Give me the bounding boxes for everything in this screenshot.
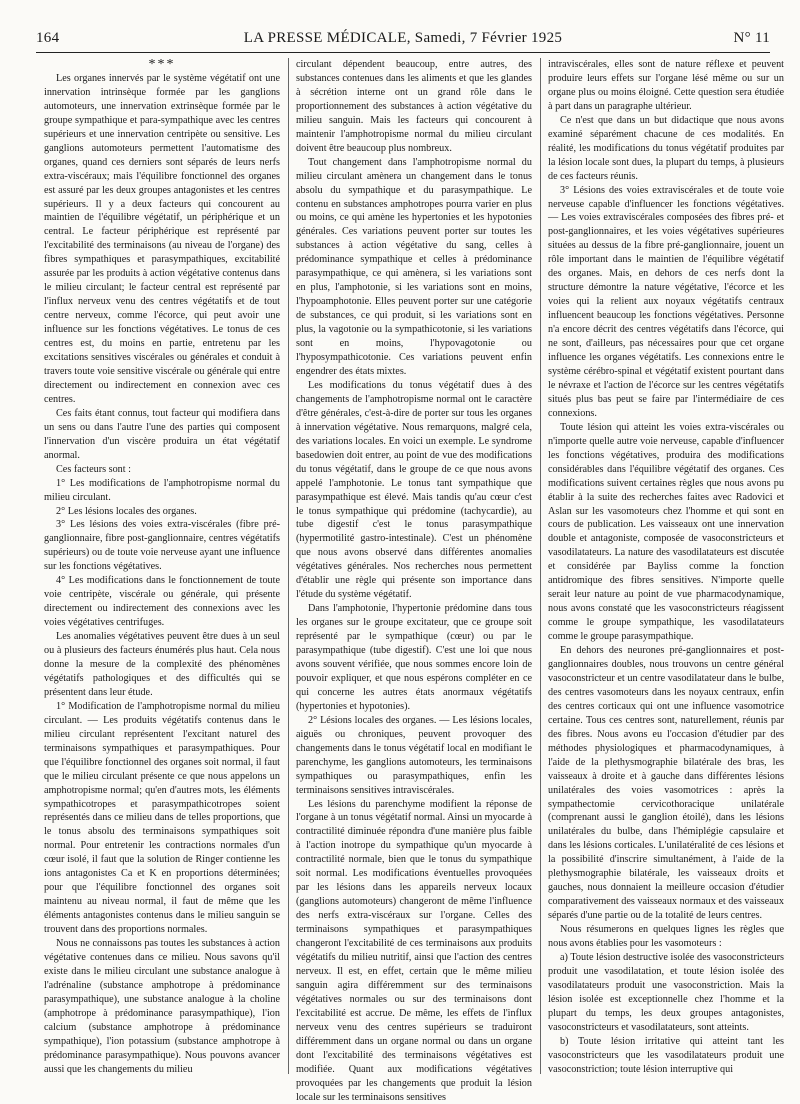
- paragraph: Les anomalies végétatives peuvent être dues à un seul ou à plusieurs des facteurs énumérés plus haut. Cela nous donne la mesure de la complexité des phénomènes végétatifs pathologiques et des difficultés qui se présentent dans leur étude.: [44, 631, 280, 698]
- paragraph: 2° Les lésions locales des organes.: [56, 505, 197, 517]
- paragraph: 2° Lésions locales des organes. — Les lésions locales, aiguës ou chroniques, peuvent provoquer des changements dans le tonus végétatif local en modifiant le parenchyme, les ganglions automoteurs, les terminaisons sympathiques ou parasympathiques, enfin les terminaisons sensitives intraviscérales.: [296, 714, 532, 796]
- paragraph: Dans l'amphotonie, l'hypertonie prédomine dans tous les organes sur le groupe excitateur, que ce groupe soit représenté par le sympathique (cœur) ou par le parasympathique (tube digestif). C'est une loi que nous avons souvent vérifiée, que nous sommes encore loin de pouvoir expliquer, et que nous espérons compléter en ce qui concerne les autres états anormaux végétatifs (hypertonies et hypotonies).: [296, 603, 532, 712]
- paragraph: Nous résumerons en quelques lignes les règles que nous avons établies pour les vasomoteurs :: [548, 924, 784, 950]
- issue-number: N° 11: [733, 30, 770, 46]
- column-1: [44, 58, 280, 1074]
- paragraph: Ces faits étant connus, tout facteur qui modifiera dans un sens ou dans l'autre l'une des parties qui composent l'innervation d'un viscère produira un état végétatif anormal.: [44, 407, 280, 461]
- paragraph: En dehors des neurones pré-ganglionnaires et post-ganglionnaires doubles, nous trouvons un centre général vasoconstricteur et un centre vasodilatateur dans le bulbe, des centres vasomoteurs dans les noyaux centraux, enfin des centres corticaux qui ont une influence vasomotrice certaine. Tous ces centres sont, naturellement, réunis par des fibres. Nous avons eu l'occasion d'étudier par des méthodes physiologiques et pharmacodynamiques, à l'aide de la plethysmographie bilatérale des bras, les vaisseaux à droite et à gauche dans différentes lésions unilatérales des voies vasomotrices : après la sympathectomie cervicothoracique unilatérale (comprenant aussi le ganglion étoilé), dans les lésions unilatérales du bulbe, dans l'hémiplégie capsulaire et dans les lésions corticales. L'unilatéralité de ces lésions et la possibilité d'inscrire simultanément, à l'aide de la plethysmographie bilatérale, les vaisseaux droits et gauches, nous donnaient la meilleure occasion d'étudier comparativement des vaisseaux normaux et des vaisseaux séparés d'une partie ou de la totalité de leurs centres.: [548, 645, 784, 922]
- paragraph: Tout changement dans l'amphotropisme normal du milieu circulant amènera un changement dans le tonus absolu du sympathique et du parasympathique. Le contenu en substances amphotropes pourra varier en plus ou moins, ce qui amène les hypertonies et les hypotonies générales. Ces variations peuvent porter sur toutes les substances à action végétative du sang, celles à prédominance sympathique et celles à prédominance parasympathique, ce qui amènera, si les variations sont en plus, l'amphotonie, si les variations sont en moins, l'hypoamphotonie. Elles peuvent porter sur une catégorie de substances, ce qui produit, si les variations sont en plus, la vagotonie ou la sympathicotonie, si les variations sont en moins, l'hypovagotonie ou l'hyposympathicotonie. Ces variations peuvent enfin engendrer des états mixtes.: [296, 156, 532, 377]
- paragraph: b) Toute lésion irritative qui atteint tant les vasoconstricteurs que les vasodilatateurs produit une vasoconstriction; toute lésion interruptive qui: [548, 1035, 784, 1075]
- paragraph: Les organes innervés par le système végétatif ont une innervation intrinsèque formée par les ganglions automoteurs, une innervation extrinsèque formée par le groupe sympathique et para-sympathique avec les centres supérieurs et une innervation centripète ou sensitive. Les ganglions automoteurs permettent l'automatisme des organes, quand ces derniers sont séparés de leurs nerfs extra-viscéraux; mais l'équilibre fonctionnel des organes est assuré par les deux groupes antagonistes et les centres supérieurs. Il y a deux facteurs qui concourent au maintien de l'équilibre végétatif, un périphérique et un central. Le facteur périphérique est représenté par l'excitabilité des terminaisons (au niveau de l'organe) des fibres sympathiques et parasympathiques, excitabilité assurée par les produits à action végétative contenus dans le milieu circulant; le facteur central est représenté par l'influx nerveux venu des centres végétatifs et de tout centre nerveux, comme l'écorce, qui peut avoir une influence sur les fonctions végétatives. Le tonus de ces centres est, du moins en partie, entretenu par les excitations sensitives viscérales ou générales et conduit à travers toute voie sensitive viscérale ou générale qui entre directement ou indirectement en connexion avec ces centres.: [44, 72, 280, 405]
- paragraph: Toute lésion qui atteint les voies extra-viscérales ou n'importe quelle autre voie nerveuse, capable d'influencer les fonctions végétatives, produira des modifications considérables dans l'équilibre végétatif des organes. Ces modifications suivent certaines règles que nous avons pu établir à la suite des recherches faites avec Radovici et Aslan sur les vasomoteurs chez l'homme et qui sont en cours de publication. Les vaisseaux ont une innervation double et antagoniste, composée de vasoconstricteurs et vasodilatateurs. La nature des vasodilatateurs est discutée et considérée par Bayliss comme la fonction antidromique des fibres sensitives. N'importe quelle serait leur nature au point de vue pharmacodynamique, nous avons constaté que les vasoconstricteurs réagissent comme le groupe sympathique, les vasodilatateurs comme le groupe parasympathique.: [548, 421, 784, 643]
- paragraph: Ce n'est que dans un but didactique que nous avons examiné séparément chacune de ces modalités. En réalité, les modifications du tonus végétatif produites par la lésion locale sont dues, la plupart du temps, à plusieurs de ces facteurs réunis.: [548, 114, 784, 182]
- column-2: [296, 58, 532, 1103]
- paragraph: 3° Lésions des voies extraviscérales et de toute voie nerveuse capable d'influencer les fonctions végétatives. — Les voies extraviscérales composées des fibres pré- et post-ganglionnaires, et les voies végétatives supérieures situées au dessus de la fibre pré-ganglionnaire, jouent un rôle important dans le maintien de l'équilibre végétatif des organes. Mais, en dehors de ces nerfs dont la structure démontre la nature végétative, l'écorce et les voies qui la relient aux noyaux végétatifs centraux influencent beaucoup les fonctions végétatives. Personne n'a encore décrit des centres végétatifs dans l'écorce, qui ne sont, d'ailleurs, pas nécessaires pour que cet organe influence les organes végétatifs. Les connexions entre le système cérébro-spinal et végétatif existent pourtant dans le névraxe et l'action de l'écorce sur les centres végétatifs situés plus bas peut se faire par l'intermédiaire de ces connexions.: [548, 184, 784, 419]
- page-header: [36, 30, 770, 50]
- paragraph: circulant dépendent beaucoup, entre autres, des substances contenues dans les aliments et que les glandes à sécrétion interne ont un grand rôle dans le proportionnement des substances à action végétative du milieu sanguin. Mais les facteurs qui concourent à maintenir l'amphotropisme normal du milieu circulant doivent être beaucoup plus nombreux.: [296, 59, 532, 154]
- paragraph: Nous ne connaissons pas toutes les substances à action végétative contenues dans ce milieu. Nous savons qu'il existe dans le milieu circulant une substance analogue à l'adrénaline (substance amphotrope à prédominance parasympathique), une substance analogue à la choline (amphotrope à prédominance parasympathique), l'ion calcium (substance amphotrope à prédominance sympathique), l'ion potassium (substance amphotrope à prédominance parasympathique). Nous pouvons avancer aussi que les changements du milieu: [44, 938, 280, 1075]
- column-divider-1: [288, 58, 289, 1074]
- paragraph: 4° Les modifications dans le fonctionnement de toute voie centripète, viscérale ou générale, qui présente directement ou indirectement des connexions avec les voies végétatives centrifuges.: [44, 575, 280, 629]
- header-rule: [36, 52, 770, 53]
- paragraph: 3° Les lésions des voies extra-viscérales (fibre pré-ganglionnaire, fibre post-ganglionnaire, centres végétatifs supérieurs) ou de toute voie nerveuse ayant une influence sur les fonctions végétatives.: [44, 519, 280, 573]
- section-stars: ***: [148, 57, 176, 72]
- column-divider-2: [540, 58, 541, 1074]
- paragraph: Les lésions du parenchyme modifient la réponse de l'organe à un tonus végétatif normal. Ainsi un myocarde à contractilité diminuée répondra d'une manière plus faible à l'action inotrope du sympathique qu'un myocarde à contractilité normale, bien que le tonus du sympathique soit normal. Les modifications éventuelles provoquées par les lésions dans les appareils nerveux locaux (ganglions automoteurs) changeront de même l'influence des nerfs extra-viscéraux sur l'organe. Celles des terminaisons sympathiques et parasympathiques changeront l'excitabilité de ces terminaisons aux produits végétatifs du milieu nutritif, ainsi que l'action des centres nerveux. Il est, en effet, certain que le même milieu sanguin agira différemment sur des terminaisons végétatives normales ou sur des terminaisons dont l'excitabilité est accrue. De même, les effets de l'influx nerveux venu des centres supérieurs se traduiront différemment dans un organe normal ou dans un organe dont l'excitabilité des terminaisons végétatives est modifiée. Quant aux modifications végétatives provoquées par les changements que produit la lésion locale sur les terminaisons sensitives: [296, 798, 532, 1103]
- paragraph: Ces facteurs sont :: [56, 463, 131, 475]
- paragraph: 1° Modification de l'amphotropisme normal du milieu circulant. — Les produits végétatifs contenus dans le milieu circulant représentent l'excitant naturel des terminaisons sympathiques et parasympathiques. Pour que l'équilibre fonctionnel des organes soit normal, il faut que le milieu circulant présente ce que nous appelons un amphotropisme normal; qu'en d'autres mots, les éléments sympathicotropes et parasympathicotropes soient représentés dans ce milieu dans de telles proportions, que le tonus absolu des terminaisons sympathiques soit normal. Pour entretenir les contractions normales d'un cœur isolé, il faut que la solution de Ringer contienne les ions antagonistes Ca et K en proportions déterminées; pour que l'équilibre fonctionnel des organes soit maintenu au niveau normal, il faut de même que les éléments antagonistes contenus dans le milieu sanguin se trouvent dans des proportions normales.: [44, 700, 280, 936]
- paragraph: Les modifications du tonus végétatif dues à des changements de l'amphotropisme normal ont le caractère d'être générales, c'est-à-dire de porter sur tous les organes à innervation végétative. Nous remarquons, malgré cela, des variations locales. En voici un exemple. Le syndrome basedowien doit entrer, au point de vue des modifications du tonus végétatif, dans le groupe de ce que nous avons appelé l'amphotonie. Le tonus tant sympathique que parasympathique est élevé. Mais tandis qu'au cœur c'est le tonus sympathique qui prédomine (tachycardie), au tube digestif c'est le tonus parasympathique (hypermotilité gastro-intestinale). C'est un phénomène que nous avons observé dans différentes anomalies végétatives générales. Nos recherches nous permettent d'établir une règle qui présente son importance dans l'étude du système végétatif.: [296, 379, 532, 601]
- journal-title: LA PRESSE MÉDICALE, Samedi, 7 Février 1925: [243, 30, 563, 46]
- paragraph: 1° Les modifications de l'amphotropisme normal du milieu circulant.: [44, 477, 280, 503]
- paragraph: a) Toute lésion destructive isolée des vasoconstricteurs produit une vasodilatation, et toute lésion isolée des vasodilatateurs produit une vasoconstriction. Mais la lésion isolée est exceptionnelle chez l'homme et la plupart du temps, les deux groupes antagonistes, vasoconstricteurs et vasodilatateurs, sont atteints.: [548, 952, 784, 1033]
- paragraph: intraviscérales, elles sont de nature réflexe et peuvent produire leurs effets sur l'organe lésé même ou sur un organe plus ou moins éloigné. Cette question sera étudiée à part dans un paragraphe ultérieur.: [548, 59, 784, 112]
- column-3: [548, 58, 784, 1074]
- page-number: 164: [36, 30, 60, 46]
